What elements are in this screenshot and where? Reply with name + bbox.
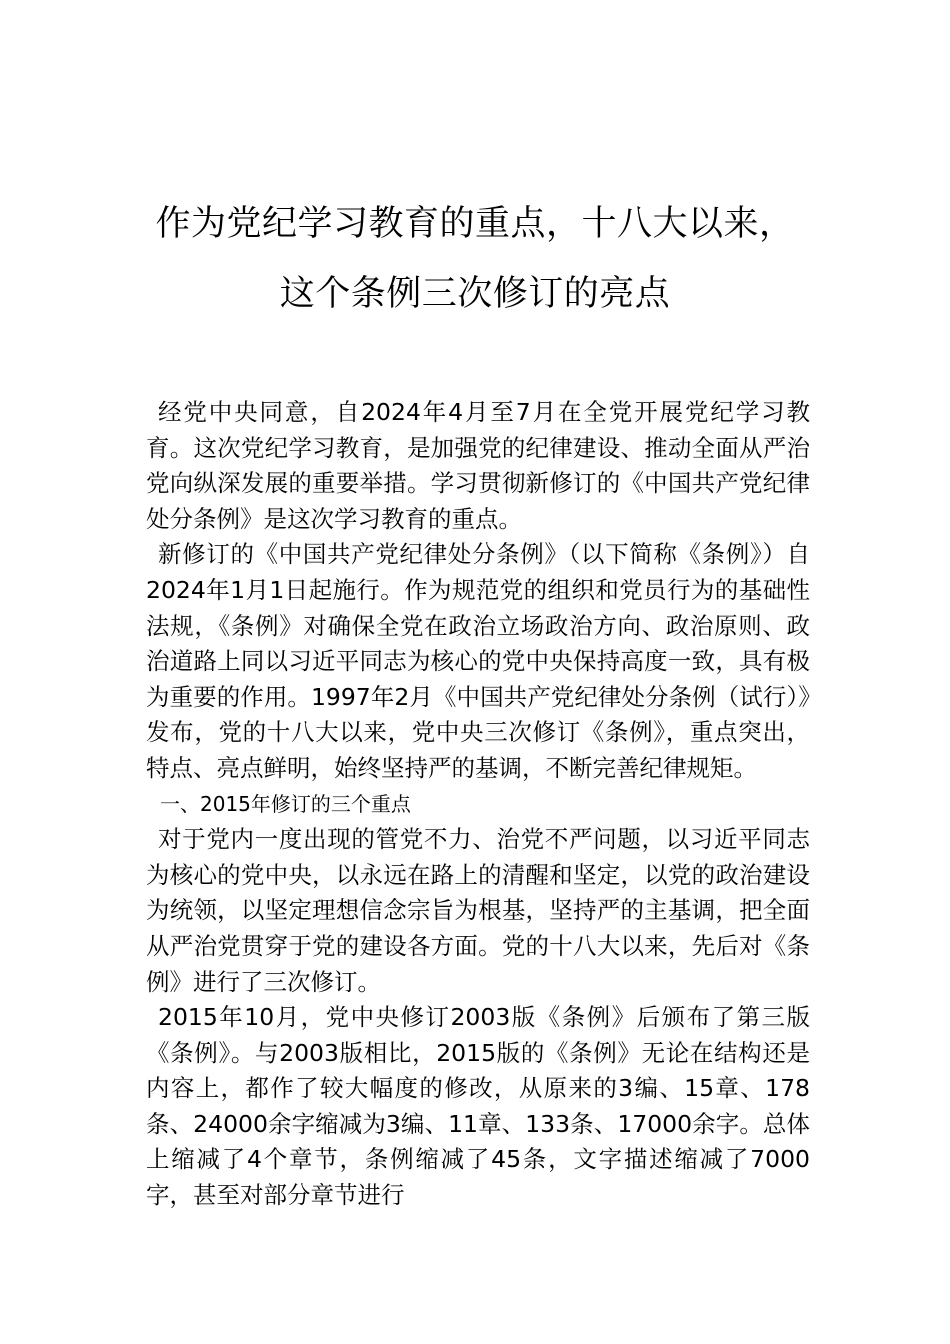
section-heading: 一、2015年修订的三个重点 bbox=[160, 791, 411, 816]
paragraph-section-2: 2015年10月，党中央修订2003版《条例》后颁布了第三版《条例》。与2003版相比，2015版的《条例》无论在结构还是内容上，都作了较大幅度的修改，从原来的3编、15章、178条、24000余字缩减为3编、11章、133条、17000余字。总体上缩减了4个章节，条例缩减了45条，文字描述缩减了7000字，甚至对部分章节进行 bbox=[146, 1003, 810, 1210]
document-body bbox=[146, 395, 810, 1214]
paragraph-intro: 经党中央同意，自2024年4月至7月在全党开展党纪学习教育。这次党纪学习教育，是加强党的纪律建设、推动全面从严治党向纵深发展的重要举措。学习贯彻新修订的《中国共产党纪律处分条例》是这次学习教育的重点。 bbox=[146, 398, 810, 533]
paragraph-background: 新修订的《中国共产党纪律处分条例》（以下简称《条例》）自2024年1月1日起施行。作为规范党的组织和党员行为的基础性法规，《条例》对确保全党在政治立场政治方向、政治原则、政治道路上同以习近平同志为核心的党中央保持高度一致，具有极为重要的作用。1997年2月《中国共产党纪律处分条例（试行）》发布，党的十八大以来，党中央三次修订《条例》，重点突出，特点、亮点鲜明，始终坚持严的基调，不断完善纪律规矩。 bbox=[146, 540, 810, 782]
paragraph-section-1: 对于党内一度出现的管党不力、治党不严问题，以习近平同志为核心的党中央，以永远在路上的清醒和坚定，以党的政治建设为统领，以坚定理想信念宗旨为根基，坚持严的主基调，把全面从严治党贯穿于党的建设各方面。党的十八大以来，先后对《条例》进行了三次修订。 bbox=[146, 825, 810, 996]
document-title-line-2: 这个条例三次修订的亮点 bbox=[279, 274, 671, 314]
document-title-line-1: 作为党纪学习教育的重点，十八大以来， bbox=[155, 204, 795, 244]
